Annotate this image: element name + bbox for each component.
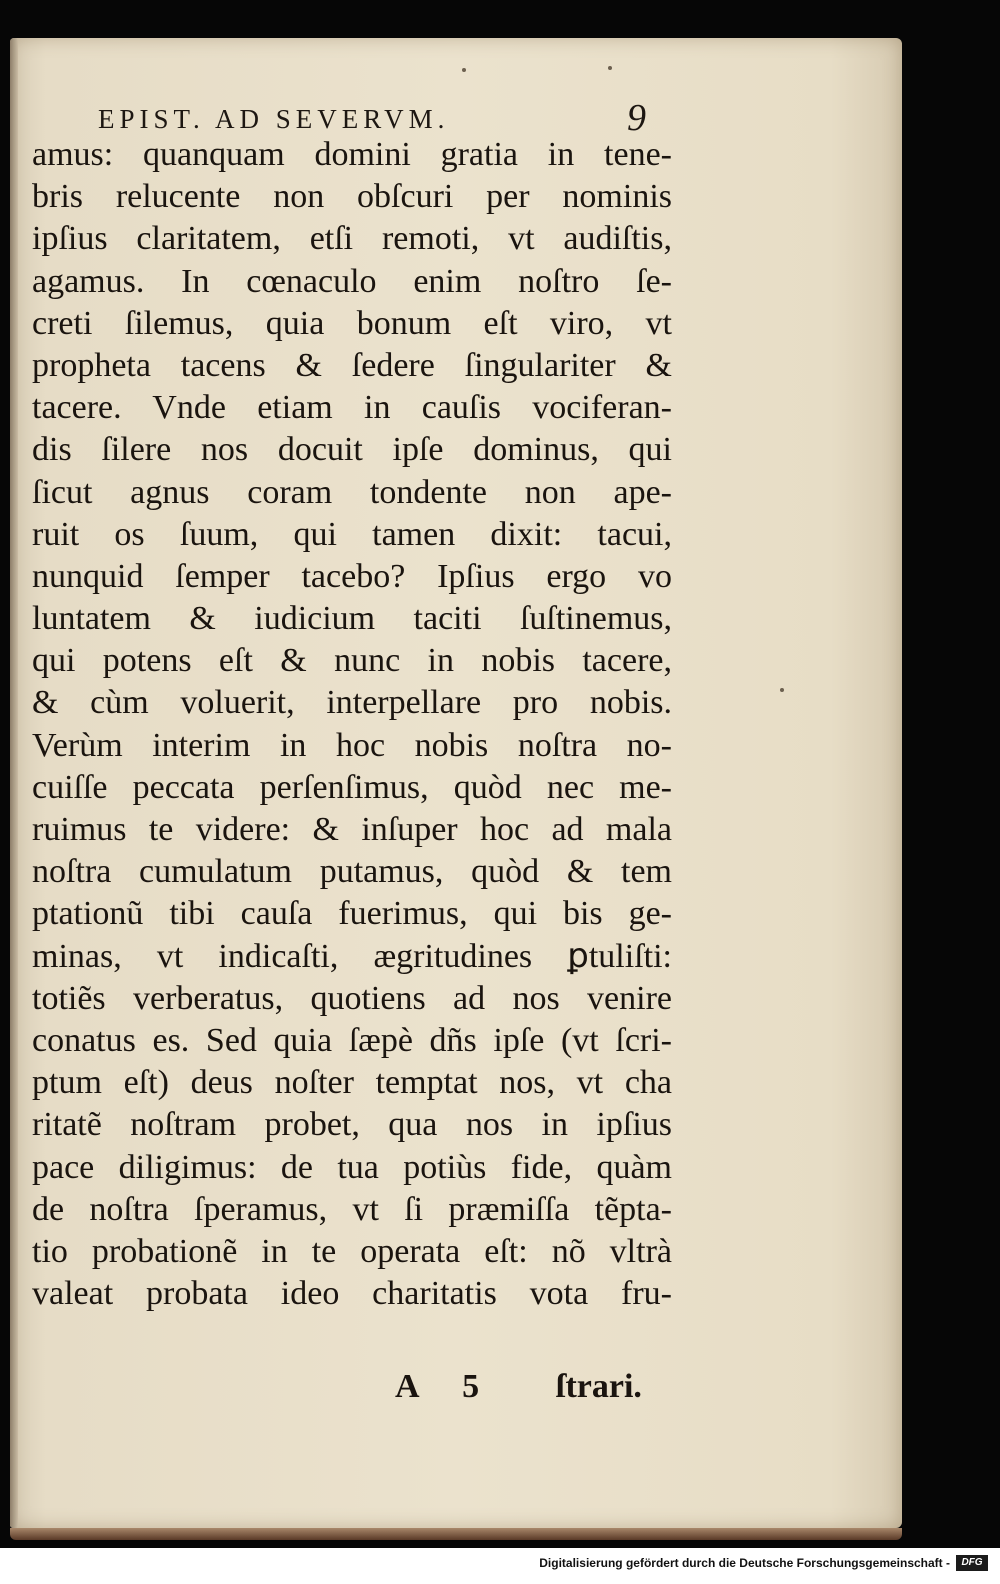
- text-line: de noſtra ſperamus, vt ſi præmiſſa tẽpta-: [32, 1190, 672, 1228]
- text-line: Verùm interim in hoc nobis noſtra no-: [32, 726, 672, 764]
- book-page: [10, 38, 902, 1528]
- text-line: tio probationẽ in te operata eſt: nõ vltrà: [32, 1232, 672, 1270]
- page-number: 9: [627, 97, 646, 139]
- dfg-logo: DFG: [956, 1555, 988, 1571]
- signature-line: [10, 1368, 902, 1416]
- text-line: minas, vt indicaſti, ægritudines ꝑtuliſti:: [32, 937, 672, 975]
- text-line: nunquid ſemper tacebo? Ipſius ergo vo: [32, 557, 672, 595]
- text-line: ipſius claritatem, etſi remoti, vt audiſtis,: [32, 220, 672, 258]
- text-line: totiẽs verberatus, quotiens ad nos venire: [32, 979, 672, 1017]
- text-line: ruit os ſuum, qui tamen dixit: tacui,: [32, 515, 672, 553]
- text-line: ruimus te videre: & inſuper hoc ad mala: [32, 811, 672, 848]
- text-line: cuiſſe peccata perſenſimus, quòd nec me-: [32, 768, 672, 806]
- funding-notice: Digitalisierung gefördert durch die Deutsche Forschungsgemeinschaft -: [539, 1556, 950, 1570]
- paper-speck: [462, 68, 466, 72]
- text-line: ptum eſt) deus noſter temptat nos, vt cha: [32, 1064, 672, 1102]
- paper-speck: [608, 66, 612, 70]
- text-line: propheta tacens & ſedere ſingulariter &: [32, 346, 672, 384]
- text-line: bris relucente non obſcuri per nominis: [32, 178, 672, 216]
- text-line: dis ſilere nos docuit ipſe dominus, qui: [32, 431, 672, 469]
- text-line: ptationũ tibi cauſa fuerimus, qui bis ge-: [32, 895, 672, 933]
- text-line: conatus es. Sed quia ſæpè dñs ipſe (vt ſcri-: [32, 1021, 672, 1059]
- running-title: EPIST. AD SEVERVM.: [98, 104, 450, 134]
- text-line: pace diligimus: de tua potiùs fide, quàm: [32, 1148, 672, 1186]
- text-line: noſtra cumulatum putamus, quòd & tem: [32, 853, 672, 891]
- page-bottom-edge: [10, 1528, 902, 1540]
- text-line: ritatẽ noſtram probet, qua nos in ipſius: [32, 1106, 672, 1144]
- text-line: agamus. In cœnaculo enim noſtro ſe-: [32, 262, 672, 300]
- text-line: valeat probata ideo charitatis vota fru-: [32, 1275, 672, 1313]
- catchword: ſtrari.: [556, 1368, 642, 1405]
- text-line: amus: quanquam domini gratia in tene-: [32, 136, 672, 173]
- text-line: ſicut agnus coram tondente non ape-: [32, 473, 672, 511]
- text-line: luntatem & iudicium taciti ſuſtinemus,: [32, 600, 672, 638]
- text-line: tacere. Vnde etiam in cauſis vociferan-: [32, 389, 672, 427]
- text-line: qui potens eſt & nunc in nobis tacere,: [32, 642, 672, 680]
- page-edge: [10, 38, 18, 1528]
- signature-mark: A 5: [395, 1368, 498, 1405]
- paper-speck: [780, 688, 784, 692]
- text-line: creti ſilemus, quia bonum eſt viro, vt: [32, 304, 672, 342]
- funding-footer: [0, 1548, 1000, 1584]
- body-text: [32, 134, 672, 1315]
- text-line: & cùm voluerit, interpellare pro nobis.: [32, 684, 672, 722]
